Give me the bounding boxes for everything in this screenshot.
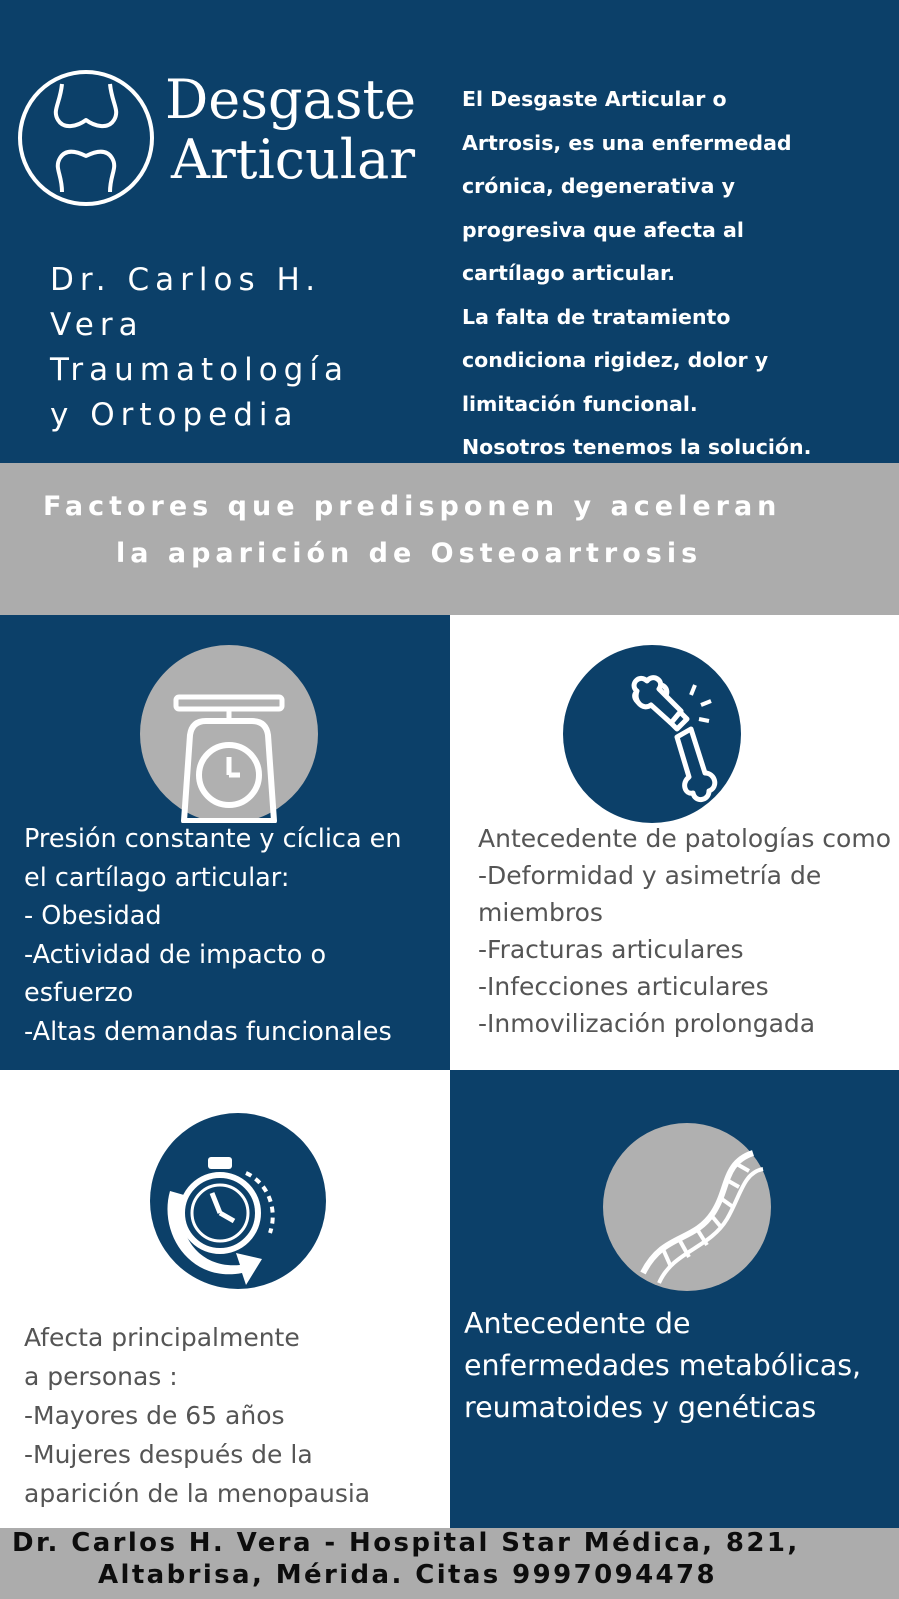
intro-line: condiciona rigidez, dolor y — [462, 348, 769, 372]
intro-line: Nosotros tenemos la solución. — [462, 435, 812, 459]
intro-line: crónica, degenerativa y — [462, 174, 735, 198]
factor-line: el cartílago articular: — [24, 862, 290, 893]
scale-icon — [140, 645, 318, 823]
doctor-line: Vera — [50, 307, 144, 343]
footer-line2: Altabrisa, Mérida. Citas 9997094478 — [98, 1560, 718, 1590]
factors-banner-line1: Factores que predisponen y aceleran — [43, 491, 782, 522]
factor-line: Presión constante y cíclica en — [24, 824, 402, 854]
factor-line: -Mayores de 65 años — [24, 1401, 285, 1430]
intro-line: Artrosis, es una enfermedad — [462, 130, 792, 155]
factor-card-pathologies — [450, 615, 899, 1070]
broken-bone-icon — [563, 645, 741, 823]
intro-paragraph — [462, 78, 892, 470]
footer-line1: Dr. Carlos H. Vera - Hospital Star Médica, 821, — [12, 1528, 800, 1558]
intro-line: La falta de tratamiento — [462, 304, 731, 329]
logo-title-line2: Articular — [171, 128, 416, 191]
factor-line: enfermedades metabólicas, — [464, 1349, 862, 1382]
factor-text — [464, 1303, 861, 1429]
factor-line: reumatoides y genéticas — [464, 1391, 817, 1424]
doctor-line: y Ortopedia — [50, 397, 299, 433]
factor-text — [478, 820, 891, 1042]
factor-card-pressure — [0, 615, 450, 1070]
header-section — [0, 0, 899, 463]
doctor-name — [50, 258, 430, 438]
factor-line: -Mujeres después de la — [24, 1440, 313, 1469]
intro-line: limitación funcional. — [462, 391, 698, 416]
aging-clock-icon — [150, 1113, 326, 1289]
dna-icon — [603, 1123, 771, 1291]
factor-card-diseases — [450, 1070, 899, 1528]
doctor-line: Dr. Carlos H. — [50, 262, 322, 298]
factor-line: Afecta principalmente — [24, 1323, 300, 1352]
factors-banner-line2: la aparición de Osteoartrosis — [116, 538, 703, 569]
factor-card-age — [0, 1070, 450, 1528]
factor-line: -Inmovilización prolongada — [478, 1009, 816, 1038]
factor-line: a personas : — [24, 1362, 178, 1391]
factor-line: -Deformidad y asimetría de — [478, 861, 822, 890]
intro-line: progresiva que afecta al — [462, 217, 744, 242]
factor-line: miembros — [478, 898, 603, 927]
doctor-line: Traumatología — [50, 352, 349, 388]
footer-contact — [0, 1528, 899, 1599]
logo-title — [165, 70, 416, 190]
intro-line: El Desgaste Articular o — [462, 87, 727, 111]
factor-line: Antecedente de — [464, 1307, 691, 1340]
factor-text — [24, 1318, 370, 1513]
factor-line: - Obesidad — [24, 901, 162, 931]
factor-line: -Fracturas articulares — [478, 935, 744, 964]
factor-line: Antecedente de patologías como — [478, 824, 892, 853]
factor-line: esfuerzo — [24, 978, 134, 1008]
factor-line: aparición de la menopausia — [24, 1479, 371, 1508]
factor-text — [24, 820, 402, 1051]
factor-line: -Altas demandas funcionales — [24, 1016, 392, 1047]
factor-line: -Actividad de impacto o — [24, 939, 327, 970]
factor-line: -Infecciones articulares — [478, 972, 769, 1001]
intro-line: cartílago articular. — [462, 261, 676, 285]
logo-title-line1: Desgaste — [165, 68, 417, 131]
factors-banner — [0, 463, 899, 615]
joint-logo-icon — [18, 70, 154, 206]
